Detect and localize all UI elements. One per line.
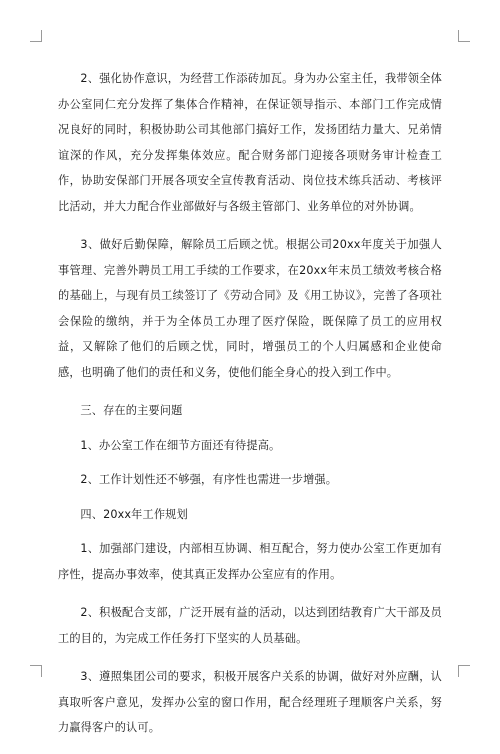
paragraph-problem-2: 2、工作计划性还不够强，有序性也需进一步增强。 <box>80 473 338 486</box>
paragraph-plan-3: 3、遵照集团公司的要求，积极开展客户关系的协调，做好对外应酬，认真取听客户意见，发挥办公室的窗口作用，配合经理班子理顺客户关系，努力赢得客户的认可。 <box>58 670 442 734</box>
paragraph-collaboration: 2、强化协作意识，为经营工作添砖加瓦。身为办公室主任，我带领全体办公室同仁充分发挥了集体合作精神，在保证领导指示、本部门工作完成情况良好的同时，积极协助公司其他部门搞好工作，发扬团结力量大、兄弟情谊深的作风，充分发挥集体效应。配合财务部门迎接各项财务审计检查工作，协助安保部门开展各项安全宣传教育活动、岗位技术练兵活动、考核评比活动，并大力配合作业部做好与各级主管部门、业务单位的对外协调。 <box>58 72 442 213</box>
paragraph-plan-2: 2、积极配合支部，广泛开展有益的活动，以达到团结教育广大干部及员工的目的，为完成工作任务打下坚实的人员基础。 <box>58 606 442 645</box>
section-heading-plan: 四、20xx年工作规划 <box>80 507 188 521</box>
document-body <box>58 66 442 754</box>
paragraph-plan-1: 1、加强部门建设，内部相互协调、相互配合，努力使办公室工作更加有序性，提高办事效率，使其真正发挥办公室应有的作用。 <box>58 542 442 581</box>
paragraph-problem-1: 1、办公室工作在细节方面还有待提高。 <box>80 438 281 452</box>
section-heading-problems: 三、存在的主要问题 <box>80 404 183 417</box>
paragraph-logistics: 3、做好后勤保障，解除员工后顾之忧。根据公司20xx年度关于加强人事管理、完善外聘员工用工手续的工作要求，在20xx年末员工绩效考核合格的基础上，与现有员工续签订了《劳动合同》及《用工协议》，完善了各项社会保险的缴纳，并于为全体员工办理了医疗保险，既保障了员工的应用权益，又解除了他们的后顾之忧，同时，增强员工的个人归属感和企业使命感，也明确了他们的责任和义务，使他们能全身心的投入到工作中。 <box>58 238 442 379</box>
